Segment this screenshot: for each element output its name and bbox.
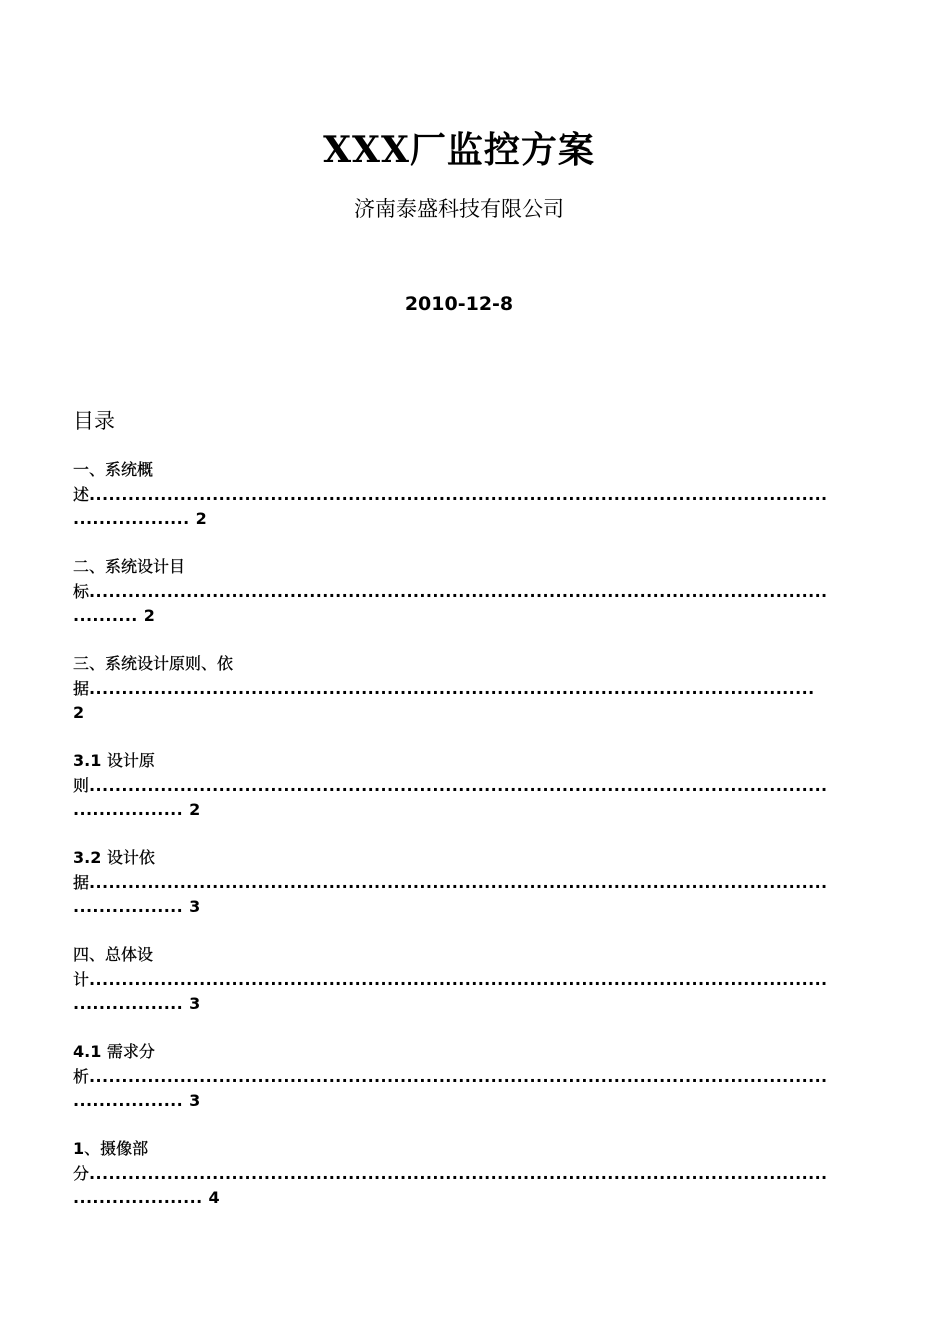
toc-entry-label: 需求分 — [106, 1042, 155, 1061]
toc-leader-dots: .................... — [73, 1188, 209, 1207]
toc-entry-number: 4.1 — [73, 1042, 107, 1061]
company-name: 济南泰盛科技有限公司 — [354, 197, 564, 221]
toc-entry-number: 3.2 — [73, 848, 107, 867]
toc-leader-dots: .................................................................................................................. — [89, 485, 828, 504]
toc-page-number: 4 — [208, 1188, 220, 1207]
toc-page-number: 2 — [143, 606, 155, 625]
toc-heading: 目录 — [73, 409, 115, 433]
toc-page-number: 3 — [189, 994, 201, 1013]
toc-leader-dots: .................................................................................................................. — [89, 776, 828, 795]
toc-entry[interactable] — [73, 1040, 848, 1137]
toc-page-number: 2 — [195, 509, 207, 528]
toc-entry[interactable] — [73, 943, 848, 1040]
toc-leader-dots: .......... — [73, 606, 144, 625]
toc-entry-label-wrap: 分 — [73, 1164, 90, 1183]
toc-entry-label: 、摄像部 — [84, 1139, 149, 1158]
toc-entry-label-wrap: 计 — [73, 970, 90, 989]
toc-entry-label: 设计原 — [106, 751, 155, 770]
toc-leader-dots: .................................................................................................................. — [89, 873, 828, 892]
toc-entry[interactable] — [73, 652, 848, 749]
toc-page-number: 3 — [189, 897, 201, 916]
toc-entry[interactable] — [73, 749, 848, 846]
toc-entry-number: 3.1 — [73, 751, 107, 770]
toc-entry-label-wrap: 则 — [73, 776, 90, 795]
toc-entry-label: 二、系统设计目 — [73, 557, 186, 576]
toc-leader-dots: .................................................................................................................. — [89, 1164, 828, 1183]
toc-leader-dots: .................. — [73, 509, 196, 528]
toc-leader-dots: .................................................................................................................. — [89, 1067, 828, 1086]
toc-entry-label-wrap: 据 — [73, 873, 90, 892]
toc-entry-label-wrap: 析 — [73, 1067, 90, 1086]
toc-entry-label-wrap: 述 — [73, 485, 90, 504]
toc-leader-dots: ................. — [73, 897, 190, 916]
toc-entry-label: 三、系统设计原则、依 — [73, 654, 234, 673]
toc-entry-number: 1 — [73, 1139, 85, 1158]
toc-leader-dots: .................................................................................................................. — [89, 582, 828, 601]
toc-entry[interactable] — [73, 846, 848, 943]
toc-entry-label: 设计依 — [106, 848, 155, 867]
toc-entry-label: 一、系统概 — [73, 460, 154, 479]
table-of-contents — [73, 458, 848, 1234]
toc-entry[interactable] — [73, 458, 848, 555]
document-title: XXX厂监控方案 — [323, 129, 595, 171]
document-date: 2010-12-8 — [404, 293, 514, 315]
toc-leader-dots: ................. — [73, 800, 190, 819]
toc-page-number: 2 — [73, 703, 85, 722]
toc-entry-label-wrap: 标 — [73, 582, 90, 601]
toc-entry[interactable] — [73, 1137, 848, 1234]
toc-leader-dots: ................................................................................................................ — [89, 679, 815, 698]
toc-entry-label: 四、总体设 — [73, 945, 154, 964]
toc-leader-dots: ................. — [73, 994, 190, 1013]
toc-entry-label-wrap: 据 — [73, 679, 90, 698]
toc-leader-dots: ................. — [73, 1091, 190, 1110]
toc-page-number: 2 — [189, 800, 201, 819]
toc-entry[interactable] — [73, 555, 848, 652]
toc-page-number: 3 — [189, 1091, 201, 1110]
toc-leader-dots: .................................................................................................................. — [89, 970, 828, 989]
